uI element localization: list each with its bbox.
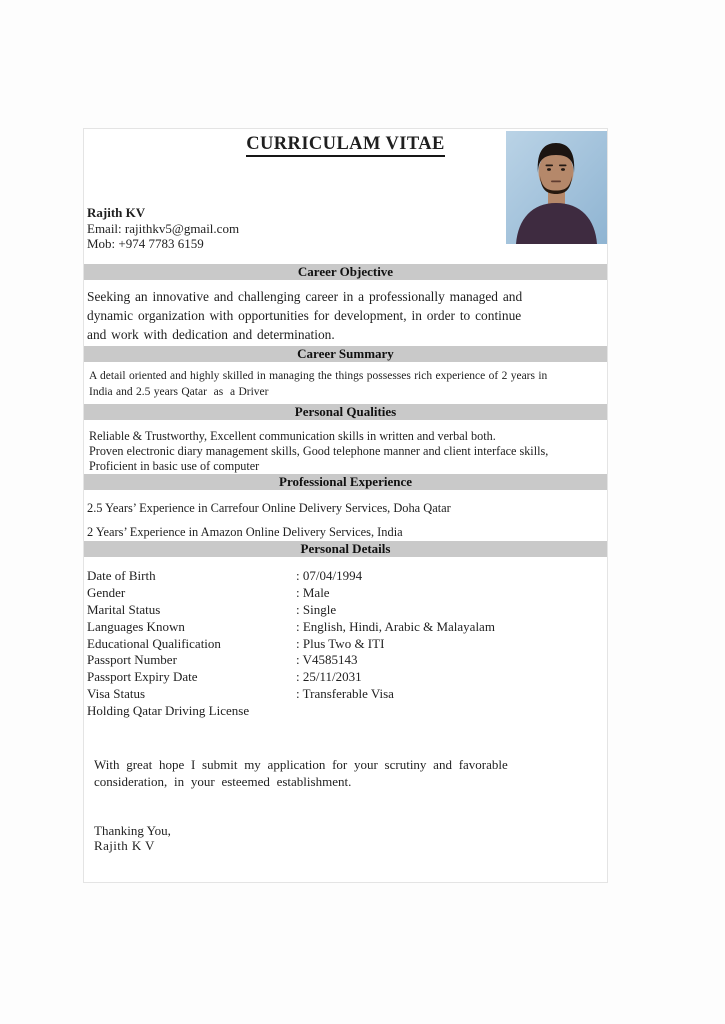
detail-label: Gender [87, 584, 126, 600]
detail-label: Visa Status [87, 686, 146, 702]
detail-row [87, 636, 603, 653]
section-heading-career-summary: Career Summary [84, 346, 607, 362]
photo-eye-right [561, 168, 565, 171]
detail-label: Educational Qualification [87, 635, 221, 651]
detail-label: Passport Number [87, 652, 177, 668]
closing-paragraph: With great hope I submit my application for your scrutiny and favorable consideration, in your esteemed establishment. [94, 757, 508, 790]
section-heading-career-objective: Career Objective [84, 264, 607, 280]
applicant-name: Rajith KV [87, 205, 146, 220]
career-summary-text: A detail oriented and highly skilled in managing the things possesses rich experience of 2 years in India and 2.5 years Qatar as a Driver [89, 370, 548, 398]
experience-item: 2 Years’ Experience in Amazon Online Delivery Services, India [87, 525, 403, 539]
closing-signature: Rajith K V [94, 838, 155, 853]
contact-email: Email: rajithkv5@gmail.com [87, 220, 240, 236]
personal-details-table [87, 568, 603, 720]
detail-row [87, 652, 603, 669]
detail-row [87, 619, 603, 636]
photo-eyebrow-right [559, 165, 567, 167]
experience-item: 2.5 Years’ Experience in Carrefour Online Delivery Services, Doha Qatar [87, 501, 451, 515]
detail-row [87, 585, 603, 602]
section-heading-personal-qualities: Personal Qualities [84, 404, 607, 420]
detail-value: : Plus Two & ITI [296, 635, 385, 651]
page-title: CURRICULAM VITAE [84, 134, 607, 155]
career-objective-text: Seeking an innovative and challenging career in a professionally managed and dynamic organization with opportunities for development, in order to continue and work with dedication and determination. [87, 289, 523, 342]
detail-label: Passport Expiry Date [87, 669, 198, 685]
detail-label: Marital Status [87, 601, 161, 617]
detail-value: : Single [296, 601, 337, 617]
detail-row [87, 568, 603, 585]
photo-eyebrow-left [546, 165, 554, 167]
detail-value: : V4585143 [296, 652, 358, 668]
contact-block [87, 205, 239, 252]
personal-qualities-text: Reliable & Trustworthy, Excellent communication skills in written and verbal both. Proven electronic diary management skills, Good telephone manner and client interface skills, Proficient in basic use of computer [89, 429, 549, 474]
detail-row [87, 602, 603, 619]
detail-value: : Transferable Visa [296, 686, 394, 702]
detail-value: : Male [296, 584, 330, 600]
cv-page [83, 128, 608, 883]
applicant-photo [506, 131, 607, 244]
detail-label: Date of Birth [87, 568, 156, 583]
detail-value: : English, Hindi, Arabic & Malayalam [296, 618, 495, 634]
section-heading-professional-experience: Professional Experience [84, 474, 607, 490]
detail-value: : 07/04/1994 [296, 568, 363, 583]
contact-mobile: Mob: +974 7783 6159 [87, 236, 204, 251]
section-heading-personal-details: Personal Details [84, 541, 607, 557]
detail-row [87, 686, 603, 703]
detail-value: : 25/11/2031 [296, 669, 362, 685]
photo-mouth [551, 181, 561, 183]
detail-label: Languages Known [87, 618, 185, 634]
detail-note: Holding Qatar Driving License [87, 703, 250, 719]
photo-eye-left [547, 168, 551, 171]
detail-row [87, 669, 603, 686]
closing-thanks: Thanking You, [94, 823, 171, 838]
